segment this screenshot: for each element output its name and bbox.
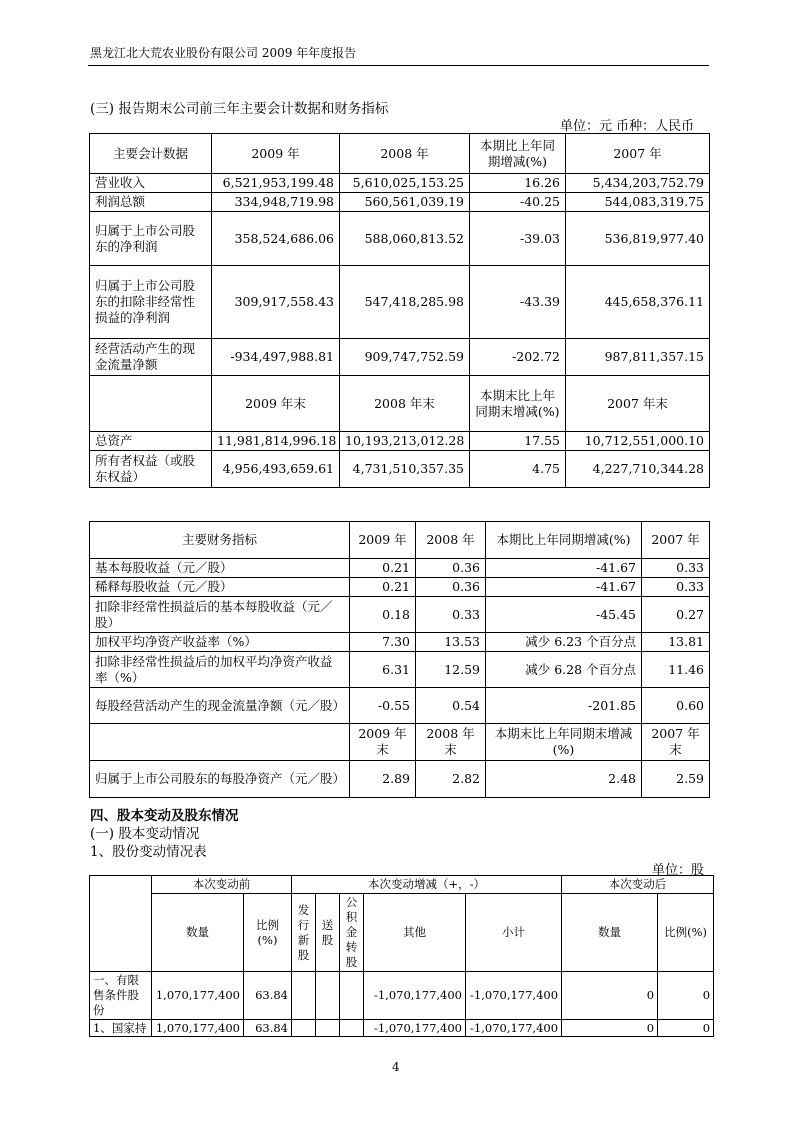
col-header: 数量 [562, 894, 658, 972]
col-header: 2008 年 [340, 134, 470, 174]
col-group-header: 本次变动增减（+，-） [292, 876, 562, 894]
unit-label: 单位：元 币种：人民币 [560, 119, 695, 134]
cell-value: 536,819,977.40 [566, 212, 710, 266]
cell-value: 445,658,376.11 [566, 266, 710, 339]
section-heading: 四、股本变动及股东情况 [90, 808, 239, 824]
table-row [90, 597, 710, 633]
cell-value: 560,561,039.19 [340, 193, 470, 212]
cell-value: 2.48 [486, 761, 642, 798]
table-row [90, 432, 710, 451]
cell-value: -1,070,177,400 [364, 1020, 466, 1037]
cell-value: 63.84 [244, 1020, 292, 1037]
cell-value [316, 972, 340, 1020]
cell-value: 2.59 [642, 761, 710, 798]
cell-value: 1,070,177,400 [152, 1020, 244, 1037]
row-label: 加权平均净资产收益率（%） [90, 633, 350, 652]
col-header: 送股 [316, 894, 340, 972]
row-label: 归属于上市公司股东的扣除非经常性损益的净利润 [90, 266, 212, 339]
cell-value: 0.60 [642, 688, 710, 724]
col-header: 2007 年 [566, 134, 710, 174]
page-number: 4 [392, 1060, 400, 1074]
cell-value: 0 [562, 1020, 658, 1037]
header-rule [88, 65, 709, 66]
col-header: 2009 年末 [350, 724, 416, 761]
col-header: 主要会计数据 [90, 134, 212, 174]
financial-indicators-table [89, 521, 710, 798]
row-label: 1、国家持 [90, 1020, 152, 1037]
cell-value: -201.85 [486, 688, 642, 724]
cell-value: 减少 6.28 个百分点 [486, 652, 642, 688]
cell-value: 63.84 [244, 972, 292, 1020]
table-row [90, 193, 710, 212]
cell-value: 0.33 [416, 597, 486, 633]
table-row [90, 688, 710, 724]
cell-value: -0.55 [350, 688, 416, 724]
col-header: 本期末比上年同期末增减(%) [486, 724, 642, 761]
col-header: 本期比上年同期增减(%) [470, 134, 566, 174]
share-change-table [89, 875, 714, 1037]
row-label: 扣除非经常性损益后的加权平均净资产收益率（%） [90, 652, 350, 688]
cell-value: 10,193,213,012.28 [340, 432, 470, 451]
cell-value: 0 [562, 972, 658, 1020]
col-header: 2009 年 [212, 134, 340, 174]
unit-label: 单位：股 [652, 863, 705, 878]
table-row [90, 578, 710, 597]
col-header: 2007 年末 [642, 724, 710, 761]
col-header: 2007 年末 [566, 376, 710, 432]
col-header: 本期比上年同期增减(%) [486, 522, 642, 559]
cell-value: 4,956,493,659.61 [212, 451, 340, 488]
cell-value: -40.25 [470, 193, 566, 212]
cell-value: -1,070,177,400 [364, 972, 466, 1020]
cell-value: 16.26 [470, 174, 566, 193]
row-label: 稀释每股收益（元／股） [90, 578, 350, 597]
cell-value: 4,227,710,344.28 [566, 451, 710, 488]
cell-value: -1,070,177,400 [466, 972, 562, 1020]
table-header-row [90, 894, 714, 972]
cell-value: 987,811,357.15 [566, 339, 710, 376]
cell-value: 358,524,686.06 [212, 212, 340, 266]
table-header-row [90, 376, 710, 432]
cell-value: 0.33 [642, 559, 710, 578]
table-row [90, 339, 710, 376]
cell-value: 11,981,814,996.18 [212, 432, 340, 451]
subsection-heading: 1、股份变动情况表 [90, 844, 207, 860]
row-label: 营业收入 [90, 174, 212, 193]
cell-value: 588,060,813.52 [340, 212, 470, 266]
empty-cell [90, 876, 152, 972]
cell-value: 0.54 [416, 688, 486, 724]
col-header: 本期末比上年同期末增减(%) [470, 376, 566, 432]
table-row [90, 174, 710, 193]
cell-value: 544,083,319.75 [566, 193, 710, 212]
row-label: 扣除非经常性损益后的基本每股收益（元／股） [90, 597, 350, 633]
section-title: (三) 报告期末公司前三年主要会计数据和财务指标 [90, 101, 389, 117]
cell-value: 1,070,177,400 [152, 972, 244, 1020]
col-header: 公积金转股 [340, 894, 364, 972]
cell-value: 0 [658, 1020, 714, 1037]
cell-value: 11.46 [642, 652, 710, 688]
col-header: 数量 [152, 894, 244, 972]
row-label: 每股经营活动产生的现金流量净额（元／股） [90, 688, 350, 724]
cell-value: 6,521,953,199.48 [212, 174, 340, 193]
empty-cell [90, 376, 212, 432]
col-header: 2008 年末 [416, 724, 486, 761]
cell-value: 2.82 [416, 761, 486, 798]
cell-value: 0 [658, 972, 714, 1020]
cell-value: -43.39 [470, 266, 566, 339]
table-row [90, 972, 714, 1020]
col-header: 主要财务指标 [90, 522, 350, 559]
cell-value: 12.59 [416, 652, 486, 688]
col-header: 比例(%) [658, 894, 714, 972]
col-header: 小计 [466, 894, 562, 972]
cell-value: 10,712,551,000.10 [566, 432, 710, 451]
cell-value [316, 1020, 340, 1037]
table-row [90, 212, 710, 266]
cell-value: -45.45 [486, 597, 642, 633]
cell-value: -39.03 [470, 212, 566, 266]
row-label: 经营活动产生的现金流量净额 [90, 339, 212, 376]
cell-value: 309,917,558.43 [212, 266, 340, 339]
cell-value: 17.55 [470, 432, 566, 451]
table-row [90, 761, 710, 798]
col-header: 2009 年末 [212, 376, 340, 432]
cell-value: -202.72 [470, 339, 566, 376]
cell-value [292, 972, 316, 1020]
table-row [90, 652, 710, 688]
cell-value [340, 1020, 364, 1037]
cell-value: 0.21 [350, 559, 416, 578]
cell-value: 6.31 [350, 652, 416, 688]
cell-value [340, 972, 364, 1020]
cell-value: 4,731,510,357.35 [340, 451, 470, 488]
cell-value: 13.81 [642, 633, 710, 652]
table-row [90, 266, 710, 339]
cell-value: 0.18 [350, 597, 416, 633]
cell-value: 5,434,203,752.79 [566, 174, 710, 193]
col-header: 发行新股 [292, 894, 316, 972]
col-header: 2008 年 [416, 522, 486, 559]
col-header: 2009 年 [350, 522, 416, 559]
table-row [90, 1020, 714, 1037]
table-row [90, 451, 710, 488]
row-label: 归属于上市公司股东的净利润 [90, 212, 212, 266]
cell-value: 0.36 [416, 559, 486, 578]
cell-value: 0.33 [642, 578, 710, 597]
col-group-header: 本次变动后 [562, 876, 714, 894]
row-label: 一、有限售条件股份 [90, 972, 152, 1020]
cell-value: -1,070,177,400 [466, 1020, 562, 1037]
table-header-row [90, 724, 710, 761]
col-group-header: 本次变动前 [152, 876, 292, 894]
row-label: 所有者权益（或股东权益） [90, 451, 212, 488]
cell-value: 4.75 [470, 451, 566, 488]
col-header: 2007 年 [642, 522, 710, 559]
row-label: 归属于上市公司股东的每股净资产（元／股） [90, 761, 350, 798]
cell-value: 334,948,719.98 [212, 193, 340, 212]
cell-value: 2.89 [350, 761, 416, 798]
col-header: 2008 年末 [340, 376, 470, 432]
cell-value: 0.36 [416, 578, 486, 597]
table-header-row [90, 876, 714, 894]
subsection-heading: (一) 股本变动情况 [90, 826, 200, 842]
cell-value: 909,747,752.59 [340, 339, 470, 376]
cell-value: 547,418,285.98 [340, 266, 470, 339]
table-header-row [90, 522, 710, 559]
col-header: 比例(%) [244, 894, 292, 972]
row-label: 利润总额 [90, 193, 212, 212]
cell-value: 0.21 [350, 578, 416, 597]
accounting-data-table [89, 133, 710, 488]
table-row [90, 559, 710, 578]
col-header: 其他 [364, 894, 466, 972]
cell-value: -41.67 [486, 578, 642, 597]
cell-value: 7.30 [350, 633, 416, 652]
page-header: 黑龙江北大荒农业股份有限公司 2009 年年度报告 [90, 46, 357, 60]
row-label: 基本每股收益（元／股） [90, 559, 350, 578]
cell-value: -934,497,988.81 [212, 339, 340, 376]
cell-value: 0.27 [642, 597, 710, 633]
empty-cell [90, 724, 350, 761]
row-label: 总资产 [90, 432, 212, 451]
table-header-row [90, 134, 710, 174]
table-row [90, 633, 710, 652]
cell-value: 减少 6.23 个百分点 [486, 633, 642, 652]
cell-value: 13.53 [416, 633, 486, 652]
cell-value: 5,610,025,153.25 [340, 174, 470, 193]
cell-value [292, 1020, 316, 1037]
cell-value: -41.67 [486, 559, 642, 578]
